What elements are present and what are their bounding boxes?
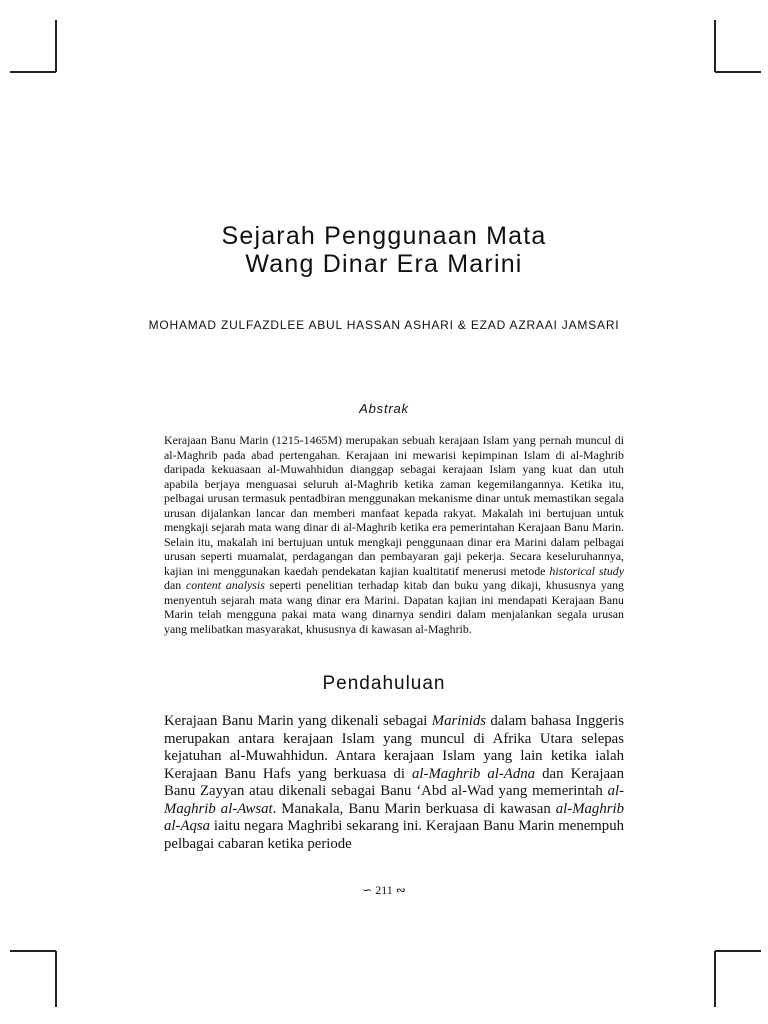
abstract-italic-term-1: historical study <box>549 563 625 578</box>
abstract-text-part-3: seperti penelitian terhadap kitab dan buku yang dikaji, khususnya yang menyentuh sejarah mata wang dinar era Marini. Dapatan kajian ini mendapati Kerajaan Banu Marin telah mengguna pakai mata wang dinarnya sendiri dalam menjalankan segala urusan yang melibatkan masyarakat, khususnya di kawasan al-Maghrib. <box>164 578 624 636</box>
abstract-text-part-2: dan <box>164 578 187 592</box>
section-heading: Pendahuluan <box>322 673 446 694</box>
intro-text-3: dan Kerajaan Banu Zayyan atau dikenali sebagai Banu ‘Abd al-Wad yang memerintah <box>164 765 624 799</box>
author-list: MOHAMAD ZULFAZDLEE ABUL HASSAN ASHARI & EZAD AZRAAI JAMSARI <box>148 318 620 332</box>
ornament-left-icon: ∽ <box>362 883 373 897</box>
intro-text-4: . Manakala, Banu Marin berkuasa di kawasan <box>272 800 556 817</box>
crop-mark-top-right-horizontal <box>715 71 761 73</box>
intro-italic-1: Marinids <box>431 713 487 729</box>
crop-mark-bottom-left-vertical <box>55 951 57 1007</box>
crop-mark-top-right-vertical <box>714 20 716 72</box>
abstract-body <box>164 433 624 636</box>
intro-text-5: iaitu negara Maghribi sekarang ini. Kerajaan Banu Marin menempuh pelbagai cabaran ketika periode <box>164 818 624 852</box>
title-line-2: Wang Dinar Era Marini <box>245 250 523 278</box>
crop-mark-top-left-vertical <box>55 20 57 72</box>
abstract-italic-term-2: content analysis <box>186 578 265 592</box>
page-footer <box>0 883 768 898</box>
intro-text-1: Kerajaan Banu Marin yang dikenali sebagai <box>164 713 432 729</box>
abstract-text-part-1: Kerajaan Banu Marin (1215-1465M) merupakan sebuah kerajaan Islam yang pernah muncul di al-Maghrib pada abad pertengahan. Kerajaan ini mewarisi kepimpinan Islam di al-Maghrib daripada kekuasaan al-Muwahhidun dianggap sebagai kerajaan Islam yang kuat dan utuh apabila berjaya menguasai seluruh al-Maghrib ketika zaman kegemilangannya. Ketika itu, pelbagai urusan termasuk pentadbiran menggunakan mekanisme dinar untuk memastikan segala urusan dijalankan lancar dan memberi manfaat kepada rakyat. Makalah ini bertujuan untuk mengkaji sejarah mata wang dinar di al-Maghrib ketika era pemerintahan Kerajaan Banu Marin. Selain itu, makalah ini bertujuan untuk mengkaji penggunaan dinar era Marini dalam pelbagai urusan seperti muamalat, perdagangan dan pembayaran gaji pekerja. Secara keseluruhannya, kajian ini menggunakan kaedah pendekatan kajian kualtitatif menerusi metode <box>164 433 624 578</box>
abstract-heading: Abstrak <box>359 401 409 416</box>
ornament-right-icon: ∾ <box>395 883 406 897</box>
intro-text-2: dalam bahasa Inggeris merupakan antara kerajaan Islam yang muncul di Afrika Utara selepas kejatuhan al-Muwahhidun. Antara kerajaan Islam yang lain ketika ialah Kerajaan Banu Hafs yang berkuasa di <box>164 713 624 782</box>
title-line-1: Sejarah Penggunaan Mata <box>221 222 547 250</box>
crop-mark-top-left-horizontal <box>10 71 56 73</box>
intro-italic-3: al-Maghrib al-Awsat <box>164 783 624 817</box>
introduction-paragraph <box>164 713 624 853</box>
page-number: 211 <box>375 883 393 897</box>
crop-mark-bottom-right-horizontal <box>715 950 761 952</box>
paper-title <box>0 222 768 278</box>
intro-italic-4: al-Maghrib al-Aqsa <box>164 800 624 834</box>
intro-italic-2: al-Maghrib al-Adna <box>412 765 536 782</box>
crop-mark-bottom-left-horizontal <box>10 950 56 952</box>
crop-mark-bottom-right-vertical <box>714 951 716 1007</box>
